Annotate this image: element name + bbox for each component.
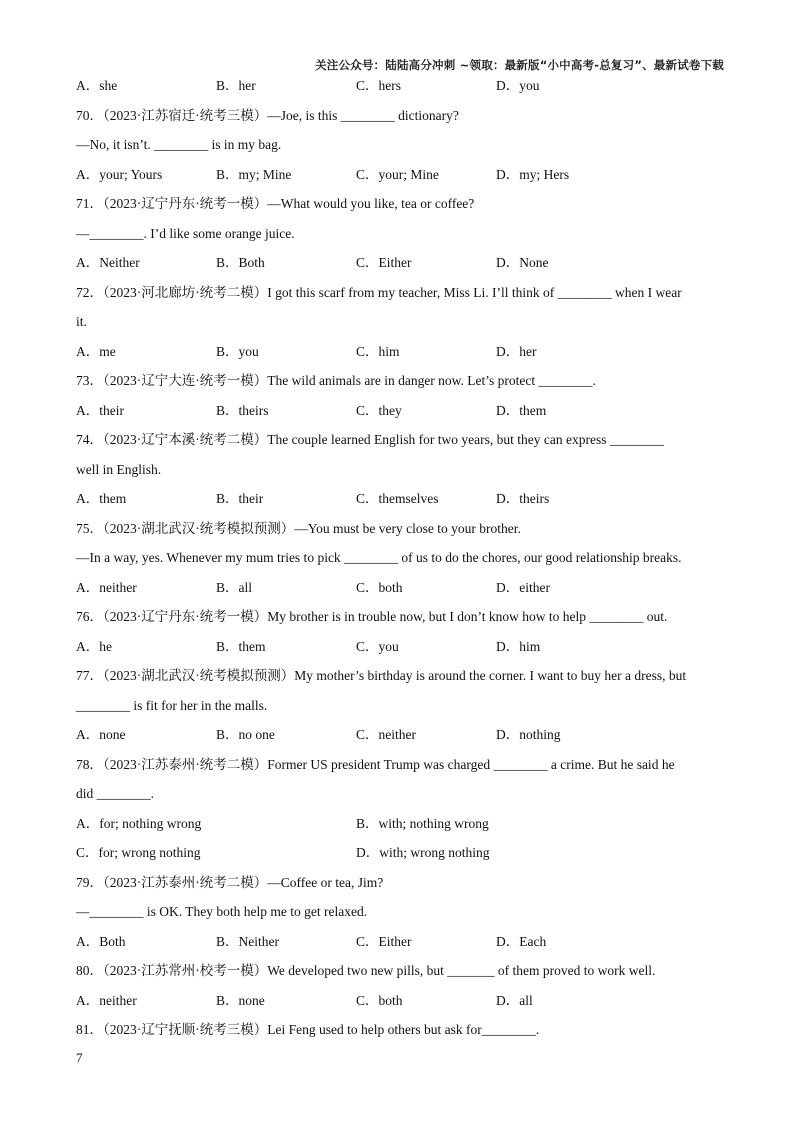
question-text-line: it. [76, 314, 87, 329]
answer-option: A．neither [76, 579, 137, 595]
answer-option: D．her [496, 343, 537, 359]
question-text-line: did ________. [76, 786, 155, 801]
answer-option: C．you [356, 638, 399, 654]
answer-options-row [76, 932, 726, 962]
answer-options-row [76, 991, 726, 1021]
question-text-line: 75．（2023·湖北武汉·统考模拟预测）—You must be very close to your brother. [76, 520, 521, 536]
answer-option: A．Neither [76, 255, 140, 270]
question-text-line: 80．（2023·江苏常州·校考一模）We developed two new pills, but _______ of them proved to work well. [76, 963, 656, 978]
answer-option: B．my; Mine [216, 166, 292, 182]
answer-option: D．all [496, 992, 533, 1008]
question-text-line: 74．（2023·辽宁本溪·统考二模）The couple learned English for two years, but they can express ________ [76, 432, 664, 447]
answer-option: B．theirs [216, 402, 269, 418]
answer-options-row [76, 342, 726, 372]
question-text-line: 72．（2023·河北廊坊·统考二模）I got this scarf from my teacher, Miss Li. I’ll think of ________ when I wear [76, 284, 682, 300]
question-text-line: ________ is fit for her in the malls. [76, 697, 268, 713]
question-text-line: —In a way, yes. Whenever my mum tries to pick ________ of us to do the chores, our good relationship breaks. [76, 550, 682, 565]
answer-option: D．either [496, 579, 550, 595]
answer-option: B．their [216, 491, 264, 506]
answer-option: C．themselves [356, 491, 439, 506]
answer-options-row [76, 489, 726, 519]
question-text-line: —No, it isn’t. ________ is in my bag. [76, 137, 282, 152]
answer-options-row [76, 165, 726, 195]
answer-options-row [76, 253, 726, 283]
answer-option: D．None [496, 255, 549, 270]
answer-options-row [76, 578, 726, 608]
answer-option: A．neither [76, 992, 137, 1008]
question-text-line: 81．（2023·辽宁抚顺·统考三模）Lei Feng used to help others but ask for________. [76, 1022, 540, 1037]
page-header-banner: 关注公众号：陆陆高分冲刺 ~领取：最新版“小中高考-总复习”、最新试卷下载 [315, 58, 724, 72]
answer-option: C．they [356, 402, 402, 418]
answer-option: C．for; wrong nothing [76, 845, 201, 860]
question-text-line: well in English. [76, 461, 162, 477]
answer-option: D．with; wrong nothing [356, 845, 490, 860]
answer-option: C．your; Mine [356, 166, 439, 182]
page-number: 7 [76, 1050, 83, 1065]
answer-option: C．both [356, 579, 403, 595]
question-list [76, 76, 726, 1050]
question-text-line: 70．（2023·江苏宿迁·统考三模）—Joe, is this ________ dictionary? [76, 107, 459, 123]
answer-option: A．Both [76, 933, 126, 949]
answer-option: A．he [76, 638, 112, 654]
question-text-line: 76．（2023·辽宁丹东·统考一模）My brother is in trouble now, but I don’t know how to help ________ out. [76, 609, 668, 624]
answer-options-row [76, 401, 726, 431]
answer-option: D．them [496, 402, 547, 418]
answer-options-row [76, 843, 726, 873]
question-text-line: 73．（2023·辽宁大连·统考一模）The wild animals are in danger now. Let’s protect ________. [76, 373, 596, 388]
question-text-line: 79．（2023·江苏泰州·统考二模）—Coffee or tea, Jim? [76, 874, 384, 890]
answer-option: B．no one [216, 727, 275, 742]
answer-option: A．their [76, 402, 124, 418]
question-text-line: 71．（2023·辽宁丹东·统考一模）—What would you like, tea or coffee? [76, 196, 475, 211]
answer-option: A．none [76, 727, 126, 742]
answer-option: D．my; Hers [496, 166, 570, 182]
answer-option: B．Neither [216, 933, 279, 949]
answer-options-row [76, 814, 726, 844]
answer-option: D．you [496, 78, 540, 93]
answer-option: A．for; nothing wrong [76, 815, 202, 831]
answer-option: D．nothing [496, 727, 561, 742]
answer-option: C．both [356, 992, 403, 1008]
answer-option: C．Either [356, 933, 412, 949]
answer-option: B．Both [216, 255, 265, 270]
answer-option: A．your; Yours [76, 166, 163, 182]
answer-option: A．me [76, 343, 116, 359]
answer-options-row [76, 637, 726, 667]
answer-option: A．she [76, 78, 118, 93]
answer-options-row [76, 725, 726, 755]
answer-option: A．them [76, 491, 127, 506]
answer-option: C．hers [356, 78, 401, 93]
answer-option: C．neither [356, 727, 416, 742]
answer-option: D．theirs [496, 491, 550, 506]
answer-options-row [76, 76, 726, 106]
answer-option: D．him [496, 638, 541, 654]
question-text-line: 78．（2023·江苏泰州·统考二模）Former US president Trump was charged ________ a crime. But he said he [76, 756, 675, 772]
answer-option: B．all [216, 579, 252, 595]
answer-option: D．Each [496, 933, 547, 949]
answer-option: B．her [216, 78, 256, 93]
answer-option: B．with; nothing wrong [356, 815, 489, 831]
answer-option: B．none [216, 992, 265, 1008]
answer-option: C．him [356, 343, 400, 359]
answer-option: B．you [216, 343, 259, 359]
question-text-line: —________. I’d like some orange juice. [76, 225, 295, 241]
answer-option: B．them [216, 638, 266, 654]
question-text-line: 77．（2023·湖北武汉·统考模拟预测）My mother’s birthday is around the corner. I want to buy her a dress, but [76, 668, 687, 683]
answer-option: C．Either [356, 255, 412, 270]
question-text-line: —________ is OK. They both help me to get relaxed. [76, 904, 368, 919]
